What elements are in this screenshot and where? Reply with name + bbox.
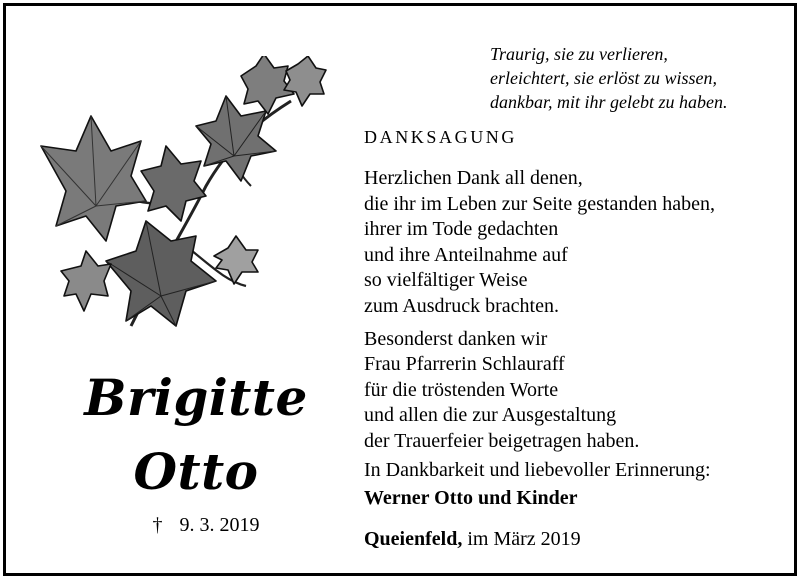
deceased-last-name: Otto xyxy=(133,442,259,501)
family-signature: Werner Otto und Kinder xyxy=(364,487,578,509)
text-line: und allen die zur Ausgestaltung xyxy=(364,404,617,427)
text-line: für die tröstenden Worte xyxy=(364,378,559,401)
ivy-branch-icon xyxy=(36,56,336,346)
text-line: die ihr im Leben zur Seite gestanden haben, xyxy=(364,192,715,215)
place-name: Queienfeld, xyxy=(364,528,463,550)
motto-line: Traurig, sie zu verlieren, xyxy=(490,44,668,64)
text-line: Besonderst danken wir xyxy=(364,327,548,350)
date-text: im März 2019 xyxy=(467,528,581,550)
text-line: und ihre Anteilnahme auf xyxy=(364,243,568,266)
deceased-first-name: Brigitte xyxy=(84,368,308,427)
death-date-line xyxy=(86,514,326,537)
motto-line: dankbar, mit ihr gelebt zu haben. xyxy=(490,92,728,112)
obituary-card xyxy=(3,3,797,576)
text-line: Frau Pfarrerin Schlauraff xyxy=(364,353,565,376)
text-line: zum Ausdruck brachten. xyxy=(364,294,559,317)
heading-danksagung: DANKSAGUNG xyxy=(364,127,518,147)
text-line: der Trauerfeier beigetragen haben. xyxy=(364,429,640,452)
cross-icon: † xyxy=(152,514,163,536)
place-date-line xyxy=(364,528,581,551)
closing-line: In Dankbarkeit und liebevoller Erinnerung: xyxy=(364,459,711,481)
thanks-text xyxy=(364,166,784,455)
text-line: so vielfältiger Weise xyxy=(364,269,528,292)
paragraph-1 xyxy=(364,166,784,320)
text-line: ihrer im Tode gedachten xyxy=(364,218,559,241)
death-date: 9. 3. 2019 xyxy=(179,514,260,536)
motto-line: erleichtert, sie erlöst zu wissen, xyxy=(490,68,717,88)
paragraph-2 xyxy=(364,327,784,455)
motto-quote xyxy=(490,42,780,114)
text-line: Herzlichen Dank all denen, xyxy=(364,167,583,189)
